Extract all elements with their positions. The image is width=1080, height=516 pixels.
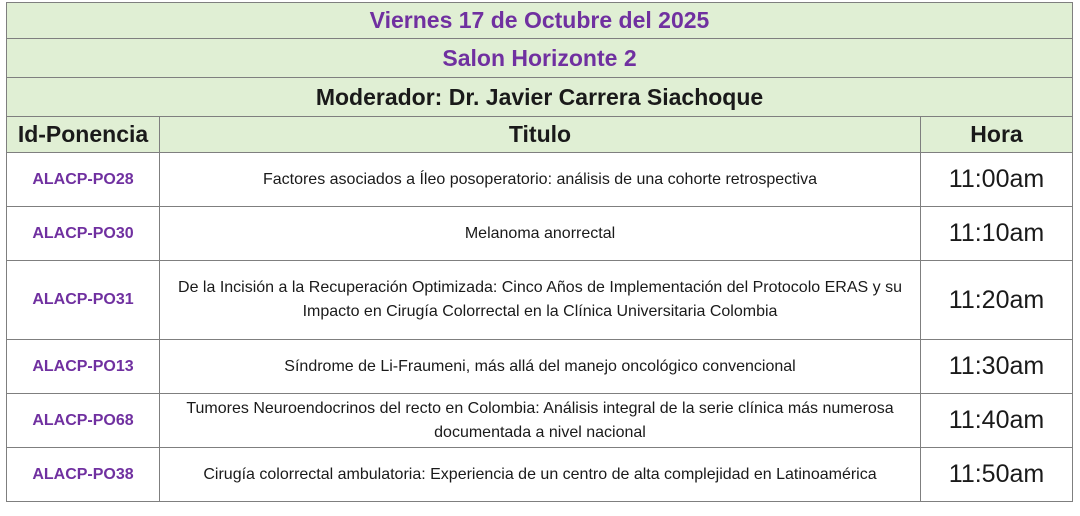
- talk-id: ALACP-PO13: [7, 340, 160, 394]
- talk-time: 11:00am: [921, 153, 1073, 207]
- table-row: [7, 394, 1073, 448]
- column-header-title: Titulo: [160, 117, 921, 153]
- talk-time: 11:40am: [921, 394, 1073, 448]
- session-moderator: Moderador: Dr. Javier Carrera Siachoque: [7, 78, 1073, 117]
- talk-time: 11:30am: [921, 340, 1073, 394]
- session-room: Salon Horizonte 2: [7, 39, 1073, 78]
- schedule-sheet: [6, 2, 1072, 502]
- talk-title: Tumores Neuroendocrinos del recto en Colombia: Análisis integral de la serie clínica más numerosa documentada a nivel nacional: [160, 394, 921, 448]
- talk-id: ALACP-PO31: [7, 261, 160, 340]
- schedule-table: [6, 2, 1073, 502]
- talk-title: Factores asociados a Íleo posoperatorio: análisis de una cohorte retrospectiva: [160, 153, 921, 207]
- talk-title: Cirugía colorrectal ambulatoria: Experiencia de un centro de alta complejidad en Latinoamérica: [160, 448, 921, 502]
- session-date: Viernes 17 de Octubre del 2025: [7, 3, 1073, 39]
- column-header-id: Id-Ponencia: [7, 117, 160, 153]
- talk-id: ALACP-PO38: [7, 448, 160, 502]
- table-row: [7, 448, 1073, 502]
- talk-id: ALACP-PO68: [7, 394, 160, 448]
- talk-time: 11:20am: [921, 261, 1073, 340]
- talk-time: 11:10am: [921, 207, 1073, 261]
- talk-title: Síndrome de Li-Fraumeni, más allá del manejo oncológico convencional: [160, 340, 921, 394]
- talk-id: ALACP-PO28: [7, 153, 160, 207]
- column-header-time: Hora: [921, 117, 1073, 153]
- table-row: [7, 153, 1073, 207]
- table-row: [7, 340, 1073, 394]
- table-row: [7, 207, 1073, 261]
- talk-time: 11:50am: [921, 448, 1073, 502]
- talk-id: ALACP-PO30: [7, 207, 160, 261]
- talk-title: De la Incisión a la Recuperación Optimizada: Cinco Años de Implementación del Protocolo ERAS y su Impacto en Cirugía Colorrectal en la Clínica Universitaria Colombia: [160, 261, 921, 340]
- talk-title: Melanoma anorrectal: [160, 207, 921, 261]
- table-row: [7, 261, 1073, 340]
